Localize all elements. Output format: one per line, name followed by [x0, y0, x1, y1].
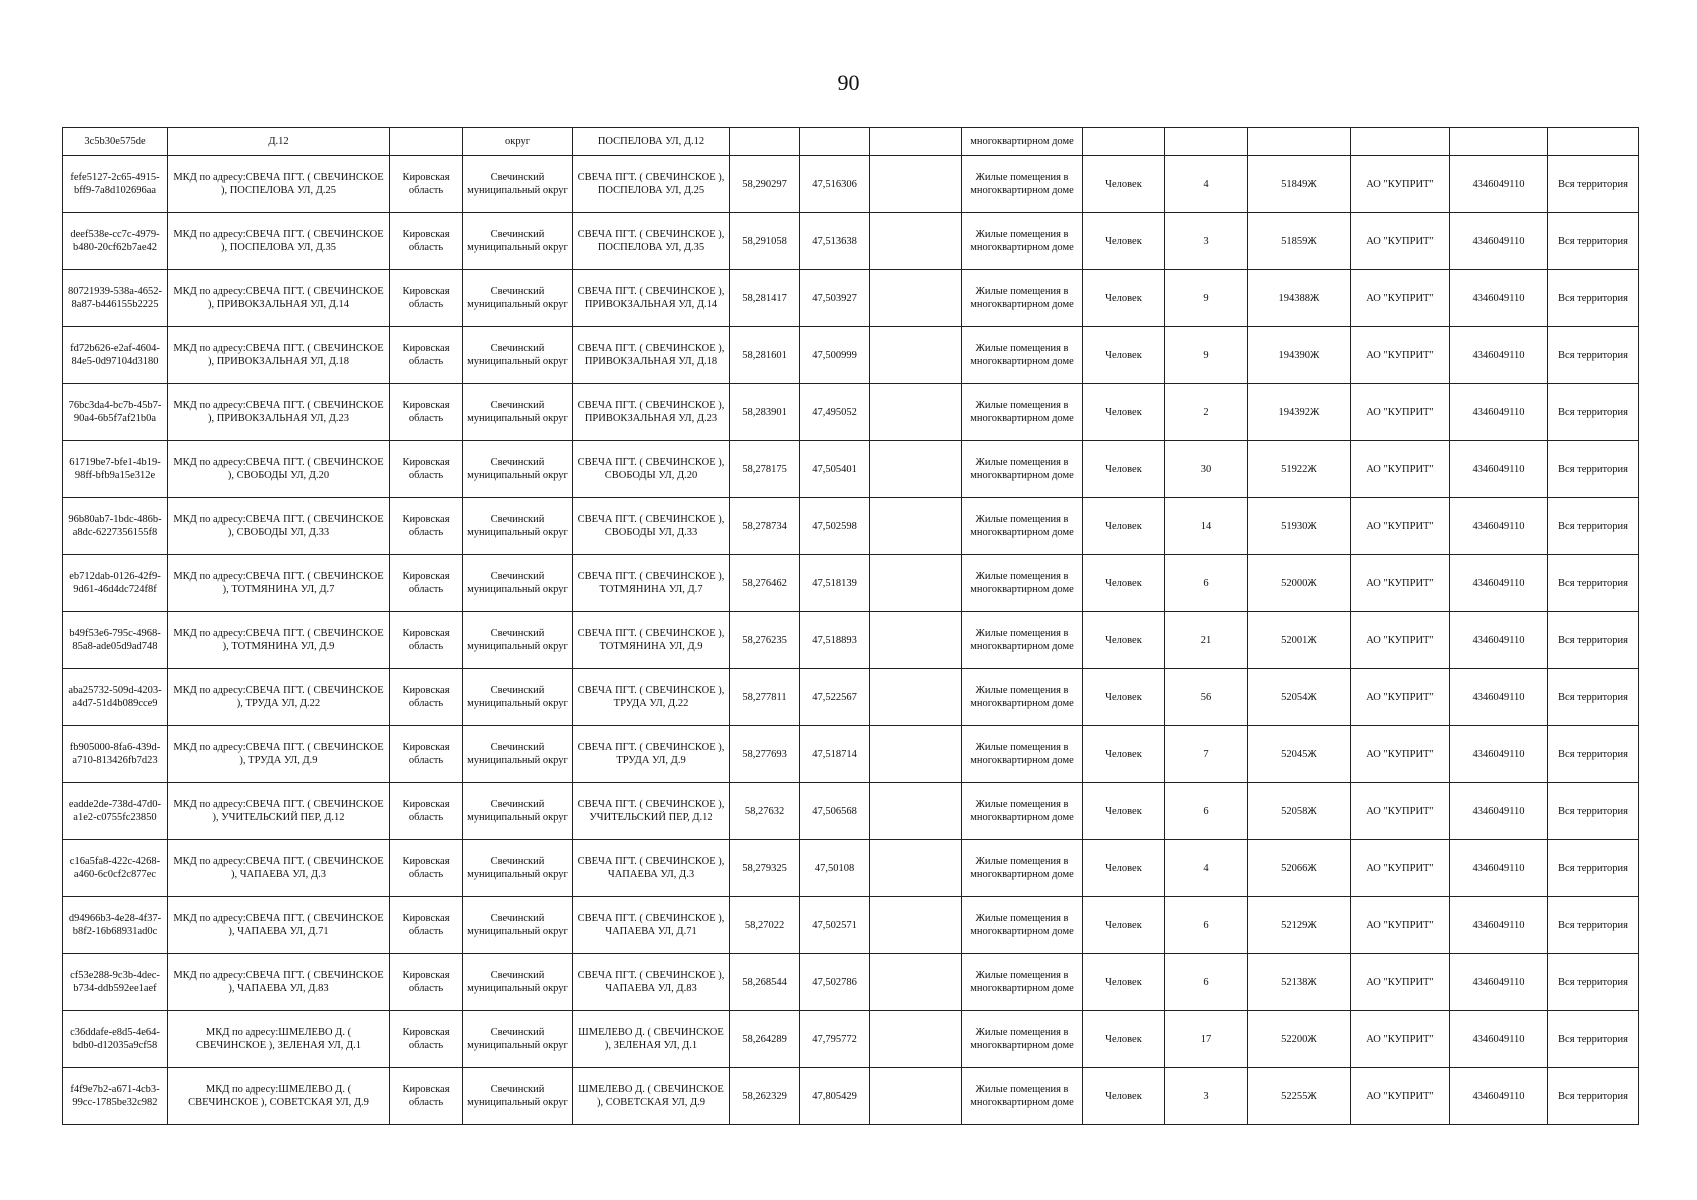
cell-region: Кировская область	[390, 897, 463, 954]
cell-name: МКД по адресу:СВЕЧА ПГТ. ( СВЕЧИНСКОЕ ), СВОБОДЫ УЛ, Д.20	[168, 441, 390, 498]
cell-territory: Вся территория	[1548, 498, 1639, 555]
cell-longitude: 47,495052	[800, 384, 870, 441]
cell-type: Жилые помещения в многоквартирном доме	[962, 783, 1083, 840]
cell-unit	[1083, 128, 1165, 156]
cell-longitude: 47,522567	[800, 669, 870, 726]
cell-region: Кировская область	[390, 384, 463, 441]
cell-id: f4f9e7b2-a671-4cb3-99cc-1785be32c982	[63, 1068, 168, 1125]
cell-district: Свечинский муниципальный округ	[463, 441, 573, 498]
cell-region: Кировская область	[390, 954, 463, 1011]
cell-name: МКД по адресу:СВЕЧА ПГТ. ( СВЕЧИНСКОЕ ), ЧАПАЕВА УЛ, Д.71	[168, 897, 390, 954]
cell-code: 52001Ж	[1248, 612, 1351, 669]
cell-organization: АО "КУПРИТ"	[1351, 1011, 1450, 1068]
cell-organization: АО "КУПРИТ"	[1351, 555, 1450, 612]
cell-type: Жилые помещения в многоквартирном доме	[962, 213, 1083, 270]
cell-district: Свечинский муниципальный округ	[463, 1011, 573, 1068]
cell-address: СВЕЧА ПГТ. ( СВЕЧИНСКОЕ ), УЧИТЕЛЬСКИЙ ПЕР, Д.12	[573, 783, 730, 840]
cell-address: ПОСПЕЛОВА УЛ, Д.12	[573, 128, 730, 156]
cell-blank	[870, 156, 962, 213]
cell-id: fb905000-8fa6-439d-a710-813426fb7d23	[63, 726, 168, 783]
cell-district: Свечинский муниципальный округ	[463, 213, 573, 270]
cell-organization: АО "КУПРИТ"	[1351, 954, 1450, 1011]
cell-organization: АО "КУПРИТ"	[1351, 498, 1450, 555]
table-row	[63, 726, 1639, 783]
cell-address: СВЕЧА ПГТ. ( СВЕЧИНСКОЕ ), ТОТМЯНИНА УЛ, Д.7	[573, 555, 730, 612]
cell-name: МКД по адресу:СВЕЧА ПГТ. ( СВЕЧИНСКОЕ ), ПРИВОКЗАЛЬНАЯ УЛ, Д.14	[168, 270, 390, 327]
cell-type: Жилые помещения в многоквартирном доме	[962, 726, 1083, 783]
cell-type: Жилые помещения в многоквартирном доме	[962, 384, 1083, 441]
cell-quantity: 6	[1165, 897, 1248, 954]
cell-latitude: 58,277693	[730, 726, 800, 783]
cell-inn: 4346049110	[1450, 327, 1548, 384]
cell-inn: 4346049110	[1450, 555, 1548, 612]
cell-blank	[870, 327, 962, 384]
cell-blank	[870, 1011, 962, 1068]
table-row	[63, 954, 1639, 1011]
cell-region: Кировская область	[390, 1068, 463, 1125]
cell-quantity: 6	[1165, 783, 1248, 840]
table-row	[63, 555, 1639, 612]
cell-code: 52066Ж	[1248, 840, 1351, 897]
cell-territory: Вся территория	[1548, 327, 1639, 384]
cell-district: Свечинский муниципальный округ	[463, 669, 573, 726]
cell-name: МКД по адресу:СВЕЧА ПГТ. ( СВЕЧИНСКОЕ ), ТРУДА УЛ, Д.22	[168, 669, 390, 726]
table-row	[63, 384, 1639, 441]
cell-organization: АО "КУПРИТ"	[1351, 213, 1450, 270]
cell-longitude: 47,513638	[800, 213, 870, 270]
cell-type: Жилые помещения в многоквартирном доме	[962, 270, 1083, 327]
cell-inn	[1450, 128, 1548, 156]
cell-blank	[870, 441, 962, 498]
cell-territory: Вся территория	[1548, 669, 1639, 726]
cell-longitude: 47,502598	[800, 498, 870, 555]
cell-region: Кировская область	[390, 1011, 463, 1068]
cell-blank	[870, 555, 962, 612]
cell-address: ШМЕЛЕВО Д. ( СВЕЧИНСКОЕ ), ЗЕЛЕНАЯ УЛ, Д.1	[573, 1011, 730, 1068]
cell-longitude: 47,518714	[800, 726, 870, 783]
cell-name: МКД по адресу:СВЕЧА ПГТ. ( СВЕЧИНСКОЕ ), ТОТМЯНИНА УЛ, Д.9	[168, 612, 390, 669]
cell-latitude: 58,281601	[730, 327, 800, 384]
cell-organization: АО "КУПРИТ"	[1351, 1068, 1450, 1125]
cell-address: СВЕЧА ПГТ. ( СВЕЧИНСКОЕ ), ПОСПЕЛОВА УЛ, Д.25	[573, 156, 730, 213]
cell-type: Жилые помещения в многоквартирном доме	[962, 441, 1083, 498]
cell-territory: Вся территория	[1548, 726, 1639, 783]
cell-id: 61719be7-bfe1-4b19-98ff-bfb9a15e312e	[63, 441, 168, 498]
table-row	[63, 498, 1639, 555]
cell-longitude: 47,518893	[800, 612, 870, 669]
cell-inn: 4346049110	[1450, 1011, 1548, 1068]
cell-territory: Вся территория	[1548, 270, 1639, 327]
cell-name: МКД по адресу:СВЕЧА ПГТ. ( СВЕЧИНСКОЕ ), ПРИВОКЗАЛЬНАЯ УЛ, Д.23	[168, 384, 390, 441]
cell-longitude: 47,805429	[800, 1068, 870, 1125]
cell-id: 96b80ab7-1bdc-486b-a8dc-6227356155f8	[63, 498, 168, 555]
cell-unit: Человек	[1083, 327, 1165, 384]
cell-unit: Человек	[1083, 1011, 1165, 1068]
cell-address: СВЕЧА ПГТ. ( СВЕЧИНСКОЕ ), ТРУДА УЛ, Д.9	[573, 726, 730, 783]
cell-inn: 4346049110	[1450, 441, 1548, 498]
cell-id: fefe5127-2c65-4915-bff9-7a8d102696aa	[63, 156, 168, 213]
table-row	[63, 783, 1639, 840]
cell-inn: 4346049110	[1450, 726, 1548, 783]
cell-unit: Человек	[1083, 498, 1165, 555]
cell-region: Кировская область	[390, 726, 463, 783]
cell-code: 51859Ж	[1248, 213, 1351, 270]
cell-name: МКД по адресу:СВЕЧА ПГТ. ( СВЕЧИНСКОЕ ), СВОБОДЫ УЛ, Д.33	[168, 498, 390, 555]
cell-code: 51930Ж	[1248, 498, 1351, 555]
cell-latitude: 58,268544	[730, 954, 800, 1011]
cell-longitude: 47,503927	[800, 270, 870, 327]
cell-unit: Человек	[1083, 954, 1165, 1011]
cell-district: Свечинский муниципальный округ	[463, 783, 573, 840]
cell-quantity: 7	[1165, 726, 1248, 783]
cell-name: МКД по адресу:СВЕЧА ПГТ. ( СВЕЧИНСКОЕ ), ПОСПЕЛОВА УЛ, Д.25	[168, 156, 390, 213]
cell-district: Свечинский муниципальный округ	[463, 270, 573, 327]
cell-district: Свечинский муниципальный округ	[463, 1068, 573, 1125]
cell-quantity: 4	[1165, 156, 1248, 213]
cell-blank	[870, 128, 962, 156]
cell-quantity: 17	[1165, 1011, 1248, 1068]
cell-type: многоквартирном доме	[962, 128, 1083, 156]
cell-code: 194390Ж	[1248, 327, 1351, 384]
cell-territory: Вся территория	[1548, 156, 1639, 213]
cell-inn: 4346049110	[1450, 270, 1548, 327]
cell-id: fd72b626-e2af-4604-84e5-0d97104d3180	[63, 327, 168, 384]
cell-district: Свечинский муниципальный округ	[463, 840, 573, 897]
cell-district: Свечинский муниципальный округ	[463, 384, 573, 441]
cell-code: 51849Ж	[1248, 156, 1351, 213]
table-row	[63, 327, 1639, 384]
cell-blank	[870, 897, 962, 954]
cell-code: 52200Ж	[1248, 1011, 1351, 1068]
cell-code: 52255Ж	[1248, 1068, 1351, 1125]
page-number: 90	[837, 70, 860, 95]
cell-blank	[870, 954, 962, 1011]
cell-latitude: 58,264289	[730, 1011, 800, 1068]
cell-longitude	[800, 128, 870, 156]
cell-blank	[870, 213, 962, 270]
cell-latitude: 58,27632	[730, 783, 800, 840]
table-row	[63, 840, 1639, 897]
cell-type: Жилые помещения в многоквартирном доме	[962, 840, 1083, 897]
cell-district: Свечинский муниципальный округ	[463, 555, 573, 612]
cell-address: СВЕЧА ПГТ. ( СВЕЧИНСКОЕ ), ЧАПАЕВА УЛ, Д.71	[573, 897, 730, 954]
cell-region: Кировская область	[390, 669, 463, 726]
cell-name: Д.12	[168, 128, 390, 156]
cell-district: Свечинский муниципальный округ	[463, 897, 573, 954]
cell-latitude: 58,277811	[730, 669, 800, 726]
cell-code: 52129Ж	[1248, 897, 1351, 954]
cell-id: b49f53e6-795c-4968-85a8-ade05d9ad748	[63, 612, 168, 669]
cell-quantity: 6	[1165, 555, 1248, 612]
cell-id: 3c5b30e575de	[63, 128, 168, 156]
cell-latitude: 58,276235	[730, 612, 800, 669]
cell-blank	[870, 783, 962, 840]
table-row	[63, 1011, 1639, 1068]
cell-longitude: 47,795772	[800, 1011, 870, 1068]
cell-address: СВЕЧА ПГТ. ( СВЕЧИНСКОЕ ), ЧАПАЕВА УЛ, Д.83	[573, 954, 730, 1011]
cell-district: Свечинский муниципальный округ	[463, 612, 573, 669]
cell-quantity: 56	[1165, 669, 1248, 726]
cell-district: Свечинский муниципальный округ	[463, 327, 573, 384]
cell-code: 52138Ж	[1248, 954, 1351, 1011]
cell-unit: Человек	[1083, 270, 1165, 327]
cell-latitude: 58,291058	[730, 213, 800, 270]
cell-territory: Вся территория	[1548, 897, 1639, 954]
cell-longitude: 47,516306	[800, 156, 870, 213]
cell-type: Жилые помещения в многоквартирном доме	[962, 327, 1083, 384]
cell-latitude: 58,276462	[730, 555, 800, 612]
table-row	[63, 213, 1639, 270]
cell-latitude	[730, 128, 800, 156]
cell-district: Свечинский муниципальный округ	[463, 726, 573, 783]
cell-quantity	[1165, 128, 1248, 156]
cell-code	[1248, 128, 1351, 156]
cell-quantity: 3	[1165, 1068, 1248, 1125]
table-row	[63, 669, 1639, 726]
cell-name: МКД по адресу:СВЕЧА ПГТ. ( СВЕЧИНСКОЕ ), ПОСПЕЛОВА УЛ, Д.35	[168, 213, 390, 270]
cell-id: eadde2de-738d-47d0-a1e2-c0755fc23850	[63, 783, 168, 840]
cell-organization: АО "КУПРИТ"	[1351, 669, 1450, 726]
cell-longitude: 47,518139	[800, 555, 870, 612]
cell-latitude: 58,283901	[730, 384, 800, 441]
cell-type: Жилые помещения в многоквартирном доме	[962, 498, 1083, 555]
cell-address: СВЕЧА ПГТ. ( СВЕЧИНСКОЕ ), СВОБОДЫ УЛ, Д.20	[573, 441, 730, 498]
cell-code: 194392Ж	[1248, 384, 1351, 441]
cell-quantity: 6	[1165, 954, 1248, 1011]
cell-address: СВЕЧА ПГТ. ( СВЕЧИНСКОЕ ), ТОТМЯНИНА УЛ, Д.9	[573, 612, 730, 669]
cell-inn: 4346049110	[1450, 1068, 1548, 1125]
cell-code: 52045Ж	[1248, 726, 1351, 783]
cell-territory: Вся территория	[1548, 441, 1639, 498]
cell-district: Свечинский муниципальный округ	[463, 954, 573, 1011]
table-row	[63, 441, 1639, 498]
cell-address: СВЕЧА ПГТ. ( СВЕЧИНСКОЕ ), ПОСПЕЛОВА УЛ, Д.35	[573, 213, 730, 270]
cell-inn: 4346049110	[1450, 612, 1548, 669]
cell-territory: Вся территория	[1548, 783, 1639, 840]
cell-inn: 4346049110	[1450, 156, 1548, 213]
cell-unit: Человек	[1083, 669, 1165, 726]
cell-quantity: 9	[1165, 327, 1248, 384]
cell-longitude: 47,500999	[800, 327, 870, 384]
cell-territory: Вся территория	[1548, 1068, 1639, 1125]
cell-organization: АО "КУПРИТ"	[1351, 840, 1450, 897]
cell-blank	[870, 726, 962, 783]
cell-type: Жилые помещения в многоквартирном доме	[962, 954, 1083, 1011]
cell-unit: Человек	[1083, 612, 1165, 669]
cell-longitude: 47,506568	[800, 783, 870, 840]
cell-region: Кировская область	[390, 612, 463, 669]
cell-quantity: 4	[1165, 840, 1248, 897]
cell-organization: АО "КУПРИТ"	[1351, 783, 1450, 840]
cell-inn: 4346049110	[1450, 840, 1548, 897]
cell-longitude: 47,502786	[800, 954, 870, 1011]
cell-quantity: 21	[1165, 612, 1248, 669]
cell-name: МКД по адресу:СВЕЧА ПГТ. ( СВЕЧИНСКОЕ ), ПРИВОКЗАЛЬНАЯ УЛ, Д.18	[168, 327, 390, 384]
cell-region: Кировская область	[390, 498, 463, 555]
cell-region: Кировская область	[390, 327, 463, 384]
cell-blank	[870, 669, 962, 726]
cell-organization: АО "КУПРИТ"	[1351, 897, 1450, 954]
cell-name: МКД по адресу:СВЕЧА ПГТ. ( СВЕЧИНСКОЕ ), ТРУДА УЛ, Д.9	[168, 726, 390, 783]
cell-latitude: 58,262329	[730, 1068, 800, 1125]
cell-name: МКД по адресу:СВЕЧА ПГТ. ( СВЕЧИНСКОЕ ), УЧИТЕЛЬСКИЙ ПЕР, Д.12	[168, 783, 390, 840]
cell-name: МКД по адресу:СВЕЧА ПГТ. ( СВЕЧИНСКОЕ ), ЧАПАЕВА УЛ, Д.83	[168, 954, 390, 1011]
cell-address: СВЕЧА ПГТ. ( СВЕЧИНСКОЕ ), ПРИВОКЗАЛЬНАЯ УЛ, Д.18	[573, 327, 730, 384]
cell-territory	[1548, 128, 1639, 156]
cell-organization	[1351, 128, 1450, 156]
cell-code: 52000Ж	[1248, 555, 1351, 612]
cell-latitude: 58,278175	[730, 441, 800, 498]
cell-id: d94966b3-4e28-4f37-b8f2-16b68931ad0c	[63, 897, 168, 954]
cell-type: Жилые помещения в многоквартирном доме	[962, 897, 1083, 954]
cell-inn: 4346049110	[1450, 897, 1548, 954]
registry-table-body	[63, 128, 1639, 1125]
cell-organization: АО "КУПРИТ"	[1351, 156, 1450, 213]
cell-region	[390, 128, 463, 156]
cell-region: Кировская область	[390, 783, 463, 840]
cell-latitude: 58,281417	[730, 270, 800, 327]
cell-organization: АО "КУПРИТ"	[1351, 327, 1450, 384]
cell-blank	[870, 612, 962, 669]
cell-quantity: 30	[1165, 441, 1248, 498]
cell-territory: Вся территория	[1548, 954, 1639, 1011]
cell-latitude: 58,27022	[730, 897, 800, 954]
cell-territory: Вся территория	[1548, 612, 1639, 669]
cell-longitude: 47,502571	[800, 897, 870, 954]
cell-latitude: 58,290297	[730, 156, 800, 213]
cell-address: СВЕЧА ПГТ. ( СВЕЧИНСКОЕ ), ПРИВОКЗАЛЬНАЯ УЛ, Д.23	[573, 384, 730, 441]
cell-longitude: 47,50108	[800, 840, 870, 897]
cell-longitude: 47,505401	[800, 441, 870, 498]
cell-unit: Человек	[1083, 384, 1165, 441]
cell-unit: Человек	[1083, 213, 1165, 270]
table-row	[63, 897, 1639, 954]
cell-inn: 4346049110	[1450, 669, 1548, 726]
cell-organization: АО "КУПРИТ"	[1351, 726, 1450, 783]
cell-name: МКД по адресу:ШМЕЛЕВО Д. ( СВЕЧИНСКОЕ ), ЗЕЛЕНАЯ УЛ, Д.1	[168, 1011, 390, 1068]
cell-unit: Человек	[1083, 840, 1165, 897]
cell-blank	[870, 384, 962, 441]
cell-region: Кировская область	[390, 441, 463, 498]
cell-address: СВЕЧА ПГТ. ( СВЕЧИНСКОЕ ), ТРУДА УЛ, Д.22	[573, 669, 730, 726]
cell-unit: Человек	[1083, 555, 1165, 612]
cell-blank	[870, 1068, 962, 1125]
cell-type: Жилые помещения в многоквартирном доме	[962, 555, 1083, 612]
cell-district: Свечинский муниципальный округ	[463, 498, 573, 555]
cell-address: ШМЕЛЕВО Д. ( СВЕЧИНСКОЕ ), СОВЕТСКАЯ УЛ, Д.9	[573, 1068, 730, 1125]
table-row	[63, 156, 1639, 213]
cell-inn: 4346049110	[1450, 498, 1548, 555]
cell-type: Жилые помещения в многоквартирном доме	[962, 669, 1083, 726]
cell-code: 52054Ж	[1248, 669, 1351, 726]
cell-type: Жилые помещения в многоквартирном доме	[962, 1068, 1083, 1125]
cell-district: округ	[463, 128, 573, 156]
cell-quantity: 9	[1165, 270, 1248, 327]
cell-organization: АО "КУПРИТ"	[1351, 612, 1450, 669]
cell-inn: 4346049110	[1450, 213, 1548, 270]
cell-region: Кировская область	[390, 270, 463, 327]
cell-blank	[870, 270, 962, 327]
cell-id: c16a5fa8-422c-4268-a460-6c0cf2c877ec	[63, 840, 168, 897]
cell-code: 52058Ж	[1248, 783, 1351, 840]
cell-id: aba25732-509d-4203-a4d7-51d4b089cce9	[63, 669, 168, 726]
registry-table	[62, 127, 1639, 1125]
cell-type: Жилые помещения в многоквартирном доме	[962, 1011, 1083, 1068]
cell-address: СВЕЧА ПГТ. ( СВЕЧИНСКОЕ ), ПРИВОКЗАЛЬНАЯ УЛ, Д.14	[573, 270, 730, 327]
cell-inn: 4346049110	[1450, 783, 1548, 840]
cell-id: eb712dab-0126-42f9-9d61-46d4dc724f8f	[63, 555, 168, 612]
table-row	[63, 270, 1639, 327]
cell-quantity: 3	[1165, 213, 1248, 270]
cell-quantity: 2	[1165, 384, 1248, 441]
cell-id: deef538e-cc7c-4979-b480-20cf62b7ae42	[63, 213, 168, 270]
cell-id: 80721939-538a-4652-8a87-b446155b2225	[63, 270, 168, 327]
cell-inn: 4346049110	[1450, 384, 1548, 441]
cell-territory: Вся территория	[1548, 1011, 1639, 1068]
cell-region: Кировская область	[390, 840, 463, 897]
cell-blank	[870, 840, 962, 897]
cell-territory: Вся территория	[1548, 555, 1639, 612]
cell-code: 51922Ж	[1248, 441, 1351, 498]
cell-id: 76bc3da4-bc7b-45b7-90a4-6b5f7af21b0a	[63, 384, 168, 441]
cell-unit: Человек	[1083, 1068, 1165, 1125]
cell-name: МКД по адресу:ШМЕЛЕВО Д. ( СВЕЧИНСКОЕ ), СОВЕТСКАЯ УЛ, Д.9	[168, 1068, 390, 1125]
cell-territory: Вся территория	[1548, 384, 1639, 441]
table-row	[63, 1068, 1639, 1125]
table-row-partial	[63, 128, 1639, 156]
cell-unit: Человек	[1083, 441, 1165, 498]
cell-name: МКД по адресу:СВЕЧА ПГТ. ( СВЕЧИНСКОЕ ), ЧАПАЕВА УЛ, Д.3	[168, 840, 390, 897]
cell-name: МКД по адресу:СВЕЧА ПГТ. ( СВЕЧИНСКОЕ ), ТОТМЯНИНА УЛ, Д.7	[168, 555, 390, 612]
cell-quantity: 14	[1165, 498, 1248, 555]
cell-latitude: 58,279325	[730, 840, 800, 897]
cell-address: СВЕЧА ПГТ. ( СВЕЧИНСКОЕ ), СВОБОДЫ УЛ, Д.33	[573, 498, 730, 555]
cell-organization: АО "КУПРИТ"	[1351, 441, 1450, 498]
cell-unit: Человек	[1083, 783, 1165, 840]
cell-id: cf53e288-9c3b-4dec-b734-ddb592ee1aef	[63, 954, 168, 1011]
cell-territory: Вся территория	[1548, 213, 1639, 270]
cell-latitude: 58,278734	[730, 498, 800, 555]
cell-district: Свечинский муниципальный округ	[463, 156, 573, 213]
cell-territory: Вся территория	[1548, 840, 1639, 897]
cell-region: Кировская область	[390, 555, 463, 612]
cell-unit: Человек	[1083, 897, 1165, 954]
cell-unit: Человек	[1083, 726, 1165, 783]
cell-organization: АО "КУПРИТ"	[1351, 270, 1450, 327]
cell-unit: Человек	[1083, 156, 1165, 213]
cell-type: Жилые помещения в многоквартирном доме	[962, 156, 1083, 213]
cell-type: Жилые помещения в многоквартирном доме	[962, 612, 1083, 669]
table-row	[63, 612, 1639, 669]
cell-address: СВЕЧА ПГТ. ( СВЕЧИНСКОЕ ), ЧАПАЕВА УЛ, Д.3	[573, 840, 730, 897]
cell-inn: 4346049110	[1450, 954, 1548, 1011]
cell-region: Кировская область	[390, 156, 463, 213]
cell-organization: АО "КУПРИТ"	[1351, 384, 1450, 441]
cell-region: Кировская область	[390, 213, 463, 270]
cell-id: c36ddafe-e8d5-4e64-bdb0-d12035a9cf58	[63, 1011, 168, 1068]
cell-blank	[870, 498, 962, 555]
cell-code: 194388Ж	[1248, 270, 1351, 327]
